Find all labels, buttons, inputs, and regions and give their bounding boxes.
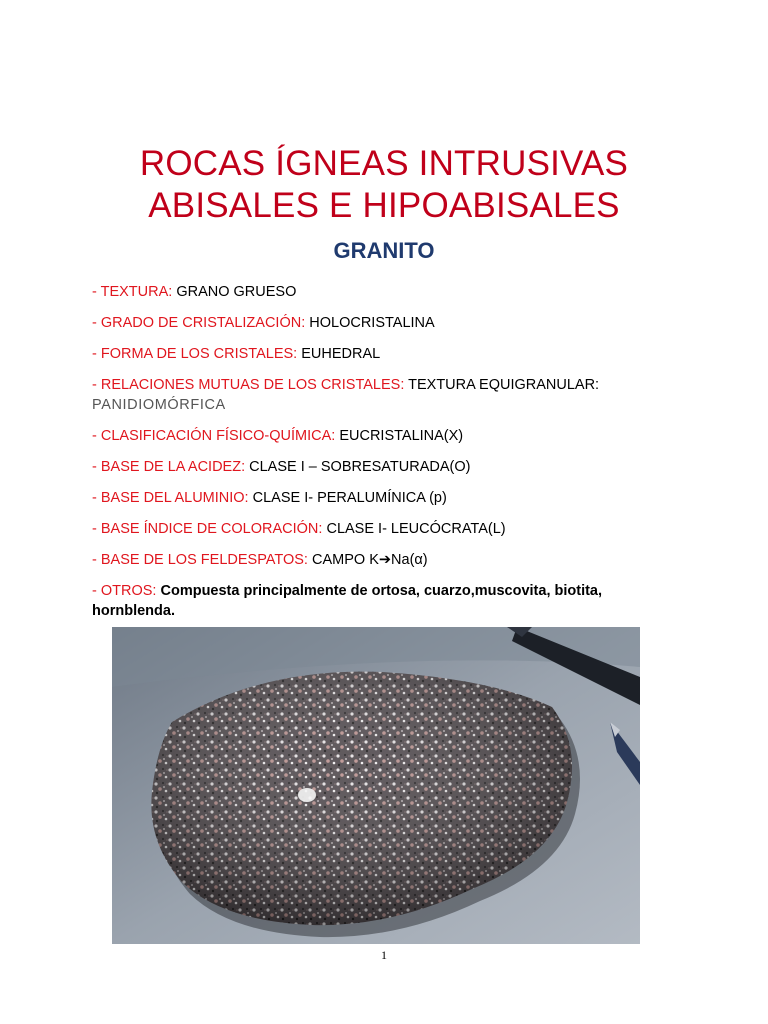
property-label: - RELACIONES MUTUAS DE LOS CRISTALES: (92, 377, 409, 393)
property-label: - TEXTURA: (92, 284, 177, 300)
property-clasificacion-fisico-quimica (92, 426, 652, 446)
property-value: TEXTURA EQUIGRANULAR: (408, 377, 600, 393)
property-label: - BASE DE LA ACIDEZ: (92, 459, 250, 475)
property-base-coloracion (92, 519, 652, 539)
property-base-aluminio (92, 488, 652, 508)
property-value: CLASE I- LEUCÓCRATA(L) (326, 521, 506, 537)
property-value: CLASE I – SOBRESATURADA(O) (249, 459, 471, 475)
property-value: GRANO GRUESO (176, 284, 297, 300)
property-base-acidez (92, 457, 652, 477)
granite-rock-image (112, 627, 640, 944)
arrow-right-icon: ➔ (378, 552, 392, 568)
property-value: CLASE I- PERALUMÍNICA (p) (252, 490, 447, 506)
property-value: Compuesta principalmente de ortosa, cuarzo,muscovita, biotita, hornblenda. (92, 583, 603, 619)
property-value: HOLOCRISTALINA (309, 315, 435, 331)
property-label: - BASE ÍNDICE DE COLORACIÓN: (92, 521, 327, 537)
quartz-crystal (298, 788, 316, 802)
rock-name-heading: GRANITO (333, 238, 435, 263)
document-title (0, 143, 768, 227)
property-value-secondary: PANIDIOMÓRFICA (92, 397, 226, 413)
property-label: - CLASIFICACIÓN FÍSICO-QUÍMICA: (92, 428, 340, 444)
property-base-feldespatos (92, 550, 652, 570)
granite-photo (112, 627, 640, 944)
property-label: - FORMA DE LOS CRISTALES: (92, 346, 302, 362)
title-line-1: ROCAS ÍGNEAS INTRUSIVAS (139, 144, 629, 183)
property-grado-cristalizacion (92, 313, 652, 333)
property-forma-cristales (92, 344, 652, 364)
property-value-secondary: Na(α) (391, 552, 428, 568)
property-label: - OTROS: (92, 583, 161, 599)
title-line-2: ABISALES E HIPOABISALES (148, 186, 620, 225)
property-label: - GRADO DE CRISTALIZACIÓN: (92, 315, 310, 331)
page-number: 1 (381, 948, 387, 962)
property-value: CAMPO K (312, 552, 379, 568)
properties-list (92, 282, 652, 632)
property-value: EUCRISTALINA(X) (339, 428, 464, 444)
property-otros (92, 581, 652, 621)
property-textura (92, 282, 652, 302)
property-label: - BASE DEL ALUMINIO: (92, 490, 253, 506)
property-relaciones-mutuas (92, 375, 652, 415)
property-value: EUHEDRAL (301, 346, 381, 362)
property-label: - BASE DE LOS FELDESPATOS: (92, 552, 312, 568)
